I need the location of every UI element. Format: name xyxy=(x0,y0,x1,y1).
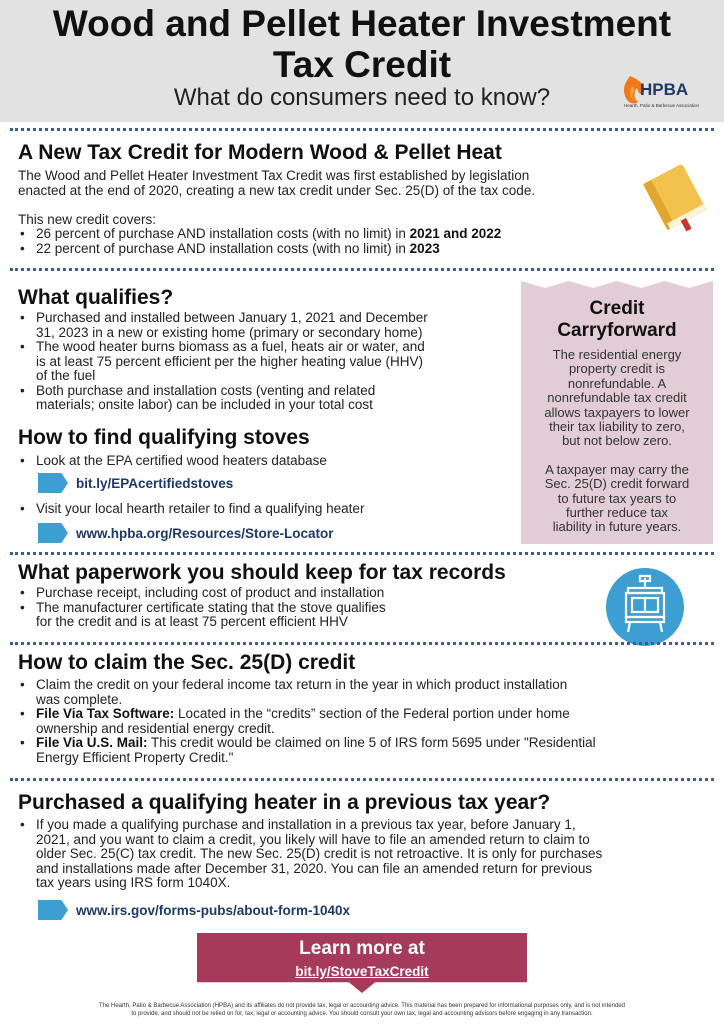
logo-wordmark: HPBA xyxy=(640,80,689,99)
qualifies-list xyxy=(18,311,518,413)
list-item: • Both purchase and installation costs (venting and related materials; onsite labor) can be included in your total cost xyxy=(18,384,518,413)
section-divider xyxy=(10,778,714,781)
epa-link-row[interactable] xyxy=(38,472,233,494)
list-item: • Purchase receipt, including cost of product and installation xyxy=(18,586,498,601)
page-title-line-2: Tax Credit xyxy=(272,44,452,85)
sidebar-paragraph-1: The residential energy property credit is nonrefundable. A nonrefundable tax credit allows taxpayers to lower their tax liability to zero, but not below zero. xyxy=(544,347,690,449)
arrow-tag-icon xyxy=(38,473,68,493)
paperwork-heading: What paperwork you should keep for tax records xyxy=(18,561,506,584)
store-locator-link[interactable]: www.hpba.org/Resources/Store-Locator xyxy=(76,525,334,541)
sidebar-body xyxy=(528,348,706,535)
qualifies-heading: What qualifies? xyxy=(18,286,174,309)
irs-form-link[interactable]: www.irs.gov/forms-pubs/about-form-1040x xyxy=(76,902,351,918)
arrow-tag-icon xyxy=(38,900,68,920)
claim-list xyxy=(18,678,708,765)
epa-database-link[interactable]: bit.ly/EPAcertifiedstoves xyxy=(76,475,234,491)
irs-link-row[interactable] xyxy=(38,899,350,921)
intro-paragraph: The Wood and Pellet Heater Investment Tax Credit was first established by legislation enacted at the end of 2020, creating a new tax credit under Sec. 25(D) of the tax code. xyxy=(18,168,536,198)
learn-more-heading: Learn more at xyxy=(299,938,425,959)
list-item: • The manufacturer certificate stating that the stove qualifies for the credit and is at least 75 percent efficient HHV xyxy=(18,601,498,630)
stove-icon xyxy=(606,568,684,646)
list-item: • If you made a qualifying purchase and installation in a previous tax year, before January 1, 2021, and you want to claim a credit, you likely will have to file an amended return to claim to older Sec. 25(C) tax credit. The new Sec. 25(D) credit is not retroactive. It is only for purchases and installations made after December 31, 2020. You can file an amended return for previous tax years using IRS form 1040X. xyxy=(18,818,718,891)
list-item: • Visit your local hearth retailer to find a qualifying heater xyxy=(18,502,518,517)
find-list-1 xyxy=(18,454,518,469)
covers-label: This new credit covers: xyxy=(18,212,157,227)
store-locator-link-row[interactable] xyxy=(38,522,334,544)
list-item: • Claim the credit on your federal income tax return in the year in which product installation was complete. xyxy=(18,678,708,707)
learn-more-link[interactable]: bit.ly/StoveTaxCredit xyxy=(295,964,429,979)
claim-heading: How to claim the Sec. 25(D) credit xyxy=(18,651,356,674)
coverage-list xyxy=(18,227,638,256)
list-item: • File Via Tax Software: Located in the “credits” section of the Federal portion under home ownership and residential energy credit. xyxy=(18,707,708,736)
list-item: • Look at the EPA certified wood heaters database xyxy=(18,454,518,469)
sidebar-title: Credit Carryforward xyxy=(557,298,677,341)
section-divider xyxy=(10,128,714,131)
section-divider xyxy=(10,642,714,645)
list-item: • Purchased and installed between January 1, 2021 and December 31, 2023 in a new or existing home (primary or secondary home) xyxy=(18,311,518,340)
intro-heading: A New Tax Credit for Modern Wood & Pellet Heat xyxy=(18,141,502,164)
page-subtitle: What do consumers need to know? xyxy=(173,84,551,111)
page-title-line-1: Wood and Pellet Heater Investment xyxy=(52,3,672,44)
paperwork-list xyxy=(18,586,498,630)
previous-heading: Purchased a qualifying heater in a previous tax year? xyxy=(18,791,551,814)
list-item: • 22 percent of purchase AND installation costs (with no limit) in 2023 xyxy=(18,242,638,257)
previous-list xyxy=(18,818,718,891)
list-item: • File Via U.S. Mail: This credit would be claimed on line 5 of IRS form 5695 under "Residential Energy Efficient Property Credit." xyxy=(18,736,708,765)
sidebar-paragraph-2: A taxpayer may carry the Sec. 25(D) credit forward to future tax years to further reduce tax liability in future years. xyxy=(544,461,690,535)
tax-book-icon xyxy=(638,156,714,234)
section-divider xyxy=(10,268,714,271)
list-item: • The wood heater burns biomass as a fuel, heats air or water, and is at least 75 percent efficient per the higher heating value (HHV) of the fuel xyxy=(18,340,518,384)
arrow-tag-icon xyxy=(38,523,68,543)
list-item: • 26 percent of purchase AND installation costs (with no limit) in 2021 and 2022 xyxy=(18,227,638,242)
find-list-2 xyxy=(18,502,518,517)
section-divider xyxy=(10,552,714,555)
disclaimer: The Hearth, Patio & Barbecue Association (HPBA) and its affiliates do not provide tax, legal or accounting advice. This material has been prepared for informational purposes only, and is not intended to provide, and should not be relied on for, tax, legal or accounting advice. You should consult your own tax, legal and accounting advisors before engaging in any transaction. xyxy=(99,1003,625,1017)
find-heading: How to find qualifying stoves xyxy=(18,426,310,449)
logo-subtext: Hearth, Patio & Barbecue Association xyxy=(624,103,700,108)
